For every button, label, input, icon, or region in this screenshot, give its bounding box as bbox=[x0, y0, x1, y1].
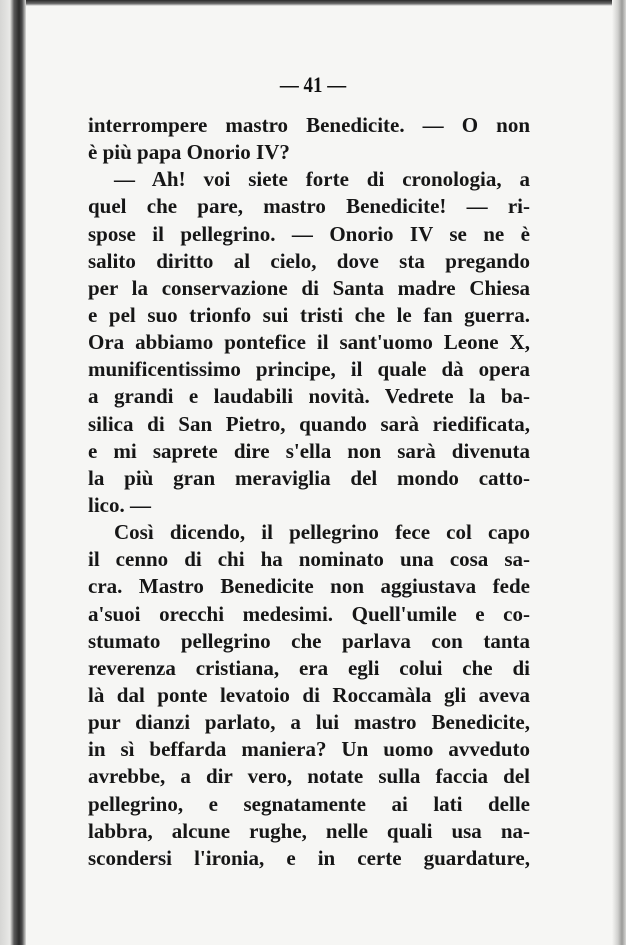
text-line: interrompere mastro Benedicite. — O non bbox=[88, 113, 530, 137]
text-line: per la conservazione di Santa madre Chiesa bbox=[88, 275, 530, 300]
page-number: — 41 — bbox=[279, 72, 347, 97]
text-line: la più gran meraviglia del mondo catto- bbox=[88, 465, 530, 490]
text-line: scondersi l'ironia, e in certe guardature, bbox=[88, 845, 530, 870]
text-line: a'suoi orecchi medesimi. Quell'umile e co- bbox=[88, 601, 530, 626]
text-line: a grandi e laudabili novità. Vedrete la ba- bbox=[88, 384, 530, 409]
text-line: salito diritto al cielo, dove sta pregando bbox=[88, 248, 530, 273]
text-line: munificentissimo principe, il quale dà opera bbox=[88, 357, 530, 382]
text-line: — Ah! voi siete forte di cronologia, a bbox=[114, 167, 530, 192]
text-line: reverenza cristiana, era egli colui che di bbox=[88, 655, 530, 680]
text-line: quel che pare, mastro Benedicite! — ri- bbox=[88, 194, 530, 219]
text-line: spose il pellegrino. — Onorio IV se ne è bbox=[88, 221, 530, 246]
text-line: lico. — bbox=[88, 492, 151, 517]
book-spine-edge bbox=[0, 0, 26, 945]
text-line: pur dianzi parlato, a lui mastro Benedicite, bbox=[88, 710, 530, 735]
page-top-edge bbox=[0, 0, 626, 6]
text-line: avrebbe, a dir vero, notate sulla faccia del bbox=[88, 764, 530, 789]
text-line: Così dicendo, il pellegrino fece col capo bbox=[114, 520, 530, 545]
text-line: è più papa Onorio IV? bbox=[88, 140, 290, 165]
text-line: in sì beffarda maniera? Un uomo avveduto bbox=[88, 737, 530, 762]
text-line: il cenno di chi ha nominato una cosa sa- bbox=[88, 547, 530, 572]
text-line: stumato pellegrino che parlava con tanta bbox=[88, 628, 530, 653]
text-line: là dal ponte levatoio di Roccamàla gli aveva bbox=[88, 682, 530, 707]
text-line: labbra, alcune rughe, nelle quali usa na- bbox=[88, 818, 530, 843]
text-line: cra. Mastro Benedicite non aggiustava fede bbox=[88, 574, 530, 599]
text-line: Ora abbiamo pontefice il sant'uomo Leone X, bbox=[88, 330, 530, 355]
page-right-edge bbox=[612, 0, 626, 945]
text-line: e pel suo trionfo sui tristi che le fan guerra. bbox=[88, 302, 530, 327]
text-line: pellegrino, e segnatamente ai lati delle bbox=[88, 791, 530, 816]
text-line: silica di San Pietro, quando sarà riedificata, bbox=[88, 411, 530, 436]
body-text bbox=[88, 112, 530, 872]
text-line: e mi saprete dire s'ella non sarà divenuta bbox=[88, 438, 530, 463]
